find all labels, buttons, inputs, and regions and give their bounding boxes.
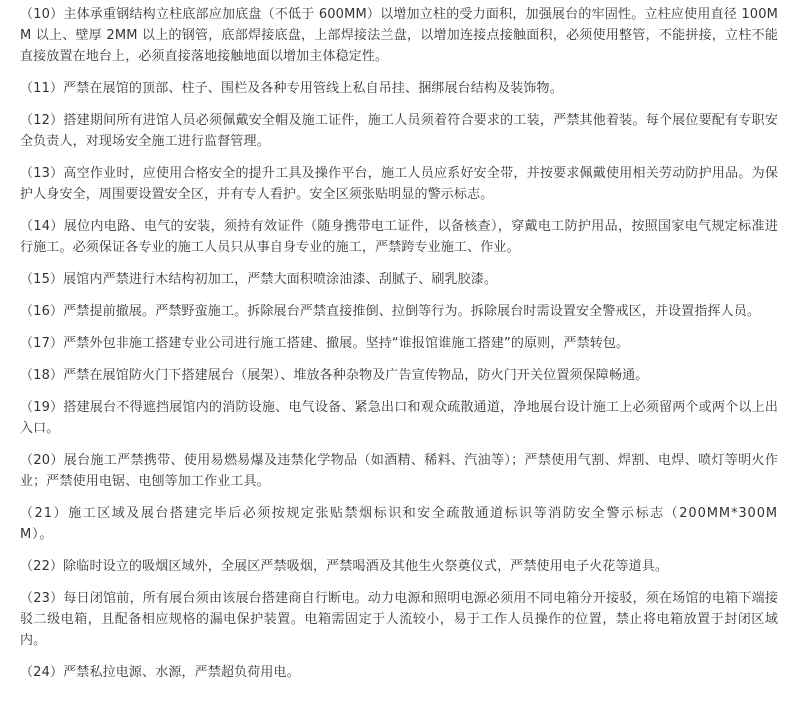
paragraph-11: （11）严禁在展馆的顶部、柱子、围栏及各种专用管线上私自吊挂、捆绑展台结构及装饰物。 bbox=[20, 81, 563, 96]
paragraph-18: （18）严禁在展馆防火门下搭建展台（展架）、堆放各种杂物及广告宣传物品，防火门开关位置须保障畅通。 bbox=[20, 368, 649, 383]
paragraph-17: （17）严禁外包非施工搭建专业公司进行施工搭建、撤展。坚持“谁报馆谁施工搭建”的原则，严禁转包。 bbox=[20, 336, 630, 351]
paragraph-23: （23）每日闭馆前，所有展台须由该展台搭建商自行断电。动力电源和照明电源必须用不同电箱分开接驳，须在场馆的电箱下端接驳二级电箱，且配备相应规格的漏电保护装置。电箱需固定于人流较小，易于工作人员操作的位置，禁止将电箱放置于封闭区域内。 bbox=[20, 591, 778, 648]
paragraph-19: （19）搭建展台不得遮挡展馆内的消防设施、电气设备、紧急出口和观众疏散通道，净地展台设计施工上必须留两个或两个以上出入口。 bbox=[20, 400, 778, 436]
paragraph-16: （16）严禁提前撤展。严禁野蛮施工。拆除展台严禁直接推倒、拉倒等行为。拆除展台时需设置安全警戒区，并设置指挥人员。 bbox=[20, 304, 761, 319]
paragraph-13: （13）高空作业时，应使用合格安全的提升工具及操作平台，施工人员应系好安全带，并按要求佩戴使用相关劳动防护用品。为保护人身安全，周围要设置安全区，并有专人看护。安全区须张贴明显的警示标志。 bbox=[20, 166, 778, 202]
paragraph-10: （10）主体承重钢结构立柱底部应加底盘（不低于 600MM）以增加立柱的受力面积，加强展台的牢固性。立柱应使用直径 100MM 以上、壁厚 2MM 以上的钢管，底部焊接底盘，上部焊接法兰盘，以增加连接点接触面积，必须使用整管，不能拼接，立柱不能直接放置在地台上，必须直接落地接触地面以增加主体稳定性。 bbox=[20, 7, 778, 64]
paragraph-24: （24）严禁私拉电源、水源，严禁超负荷用电。 bbox=[20, 665, 300, 680]
paragraph-21: （21）施工区域及展台搭建完毕后必须按规定张贴禁烟标识和安全疏散通道标识等消防安全警示标志（200MM*300MM）。 bbox=[20, 506, 778, 542]
paragraph-22: （22）除临时设立的吸烟区域外，全展区严禁吸烟，严禁喝酒及其他生火祭奠仪式，严禁使用电子火花等道具。 bbox=[20, 559, 669, 574]
paragraph-14: （14）展位内电路、电气的安装，须持有效证件（随身携带电工证件，以备核查），穿戴电工防护用品，按照国家电气规定标准进行施工。必须保证各专业的施工人员只从事自身专业的施工，严禁跨专业施工、作业。 bbox=[20, 219, 778, 255]
paragraph-12: （12）搭建期间所有进馆人员必须佩戴安全帽及施工证件，施工人员须着符合要求的工装，严禁其他着装。每个展位要配有专职安全负责人，对现场安全施工进行监督管理。 bbox=[20, 113, 778, 149]
paragraph-15: （15）展馆内严禁进行木结构初加工，严禁大面积喷涂油漆、刮腻子、刷乳胶漆。 bbox=[20, 272, 498, 287]
paragraph-20: （20）展台施工严禁携带、使用易燃易爆及违禁化学物品（如酒精、稀料、汽油等）；严禁使用气割、焊割、电焊、喷灯等明火作业；严禁使用电锯、电刨等加工作业工具。 bbox=[20, 453, 778, 489]
